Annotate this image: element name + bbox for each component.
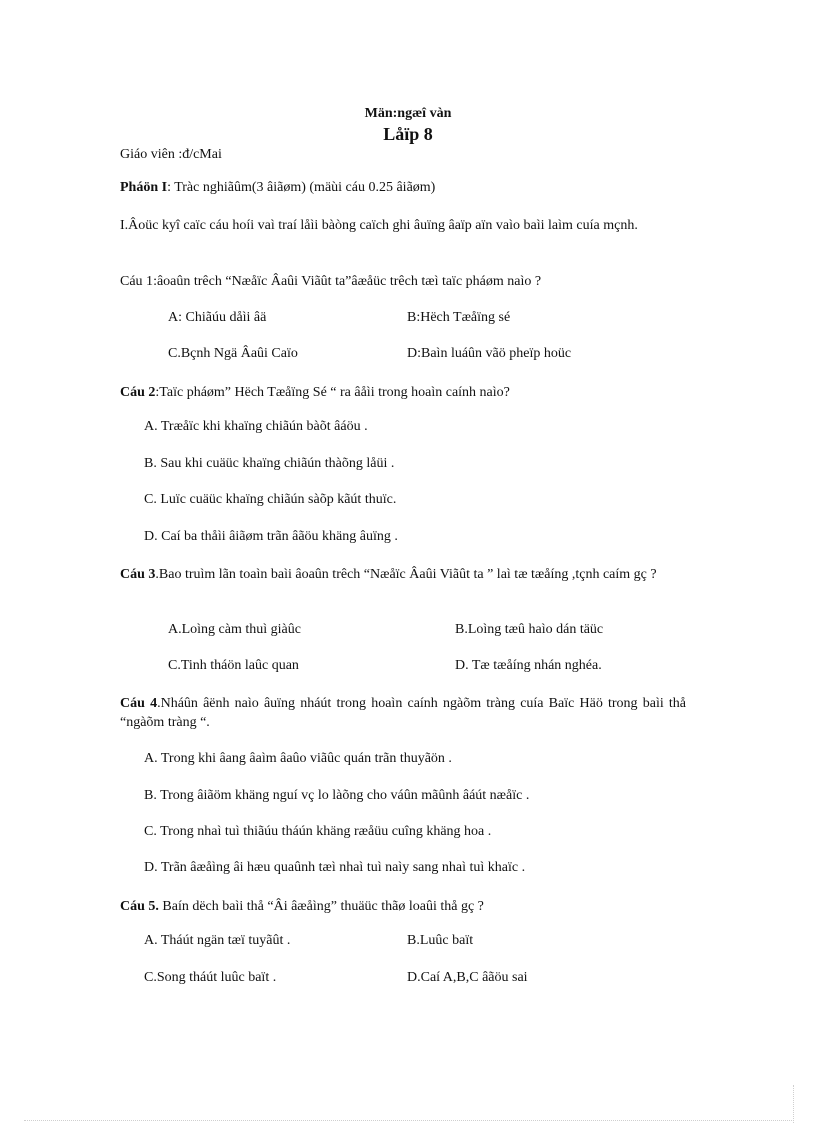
question-4 <box>120 694 686 732</box>
question-3-option-d: D. Tæ tæåíng nhán nghéa. <box>455 658 602 673</box>
question-5-text: Baín dëch baìi thå “Âi âæåìng” thuäüc thãø loaûi thå gç ? <box>158 899 484 914</box>
page-right-border <box>793 1085 794 1123</box>
question-4-option-c: C. Trong nhaì tuì thiãúu tháún khäng ræåüu cuîng khäng hoa . <box>144 824 492 839</box>
question-4-option-b: B. Trong âiãöm khäng nguí vç lo làõng cho váûn mãûnh âáút næåïc . <box>144 788 530 803</box>
question-4-option-a: A. Trong khi âang âaìm âaûo viãûc quán trãn thuyãön . <box>144 751 452 766</box>
question-2-option-b: B. Sau khi cuäüc khaïng chiãún thàõng låüi . <box>144 456 395 471</box>
question-2-label: Cáu 2 <box>120 385 156 400</box>
page-bottom-border <box>24 1120 794 1121</box>
question-1 <box>120 272 686 291</box>
question-2 <box>120 383 686 402</box>
section-label: Pháön I <box>120 180 168 195</box>
question-3-option-c: C.Tinh tháön laûc quan <box>168 658 299 673</box>
question-2-text: :Taïc pháøm” Hëch Tæåïng Sé “ ra âåìi trong hoaìn caính naìo? <box>155 385 510 400</box>
question-1-option-c: C.Bçnh Ngä Âaûi Caïo <box>168 346 298 361</box>
question-1-label: Cáu 1 <box>120 274 154 289</box>
subject-title: Män:ngæî vàn <box>364 106 452 121</box>
question-2-option-c: C. Luïc cuäüc khaïng chiãún sàõp kãút thuïc. <box>144 492 397 507</box>
question-5-option-b: B.Luûc baït <box>407 933 474 948</box>
question-3-text: .Bao truìm lãn toaìn baìi âoaûn trêch “Næåïc Âaûi Viãût ta ” laì tæ tæåíng ,tçnh caím gç ? <box>155 567 657 582</box>
question-1-option-b: B:Hëch Tæåïng sé <box>407 310 511 325</box>
question-5-option-c: C.Song tháút luûc baït . <box>144 970 277 985</box>
question-3-label: Cáu 3 <box>120 567 156 582</box>
question-4-label: Cáu 4 <box>120 696 158 711</box>
section-heading <box>120 180 435 196</box>
teacher-name: Giáo viên :đ/cMai <box>120 147 222 162</box>
question-4-text: .Nháûn âënh naìo âuïng nháút trong hoaìn caính ngàõm tràng cuía Baïc Häö trong baìi thå “ngàõm tràng “. <box>120 696 686 730</box>
instruction-paragraph: I.Âoüc kyî caïc cáu hoíi vaì traí låìi bàòng caïch ghi âuïng âaïp aïn vaìo baìi laìm cuía mçnh. <box>120 218 638 233</box>
question-5-option-a: A. Tháút ngän tæï tuyãût . <box>144 933 291 948</box>
question-1-option-d: D:Baìn luáûn vãö pheïp hoüc <box>407 346 572 361</box>
question-5-label: Cáu 5. <box>120 899 159 914</box>
question-3-option-a: A.Loìng càm thuì giàûc <box>168 622 301 637</box>
question-4-option-d: D. Trãn âæåìng âi hæu quaûnh tæì nhaì tuì naìy sang nhaì tuì khaïc . <box>144 860 526 875</box>
question-3-option-b: B.Loìng tæû haìo dán täüc <box>455 622 604 637</box>
question-3 <box>120 565 686 584</box>
grade-title: Låïp 8 <box>383 124 433 144</box>
question-2-option-a: A. Træåïc khi khaïng chiãún bàõt âáöu . <box>144 419 368 434</box>
question-5-option-d: D.Caí A,B,C âãöu sai <box>407 970 528 985</box>
question-1-option-a: A: Chiãúu dåìi âä <box>168 310 267 325</box>
question-5 <box>120 897 686 916</box>
question-2-option-d: D. Caí ba thåìi âiãøm trãn âãöu khäng âuïng . <box>144 529 398 544</box>
question-1-text: :âoaûn trêch “Næåïc Âaûi Viãût ta”âæåüc trêch tæì taïc pháøm naìo ? <box>153 274 542 289</box>
section-text: : Tràc nghiãûm(3 âiãøm) (mäùi cáu 0.25 âiãøm) <box>167 180 436 195</box>
